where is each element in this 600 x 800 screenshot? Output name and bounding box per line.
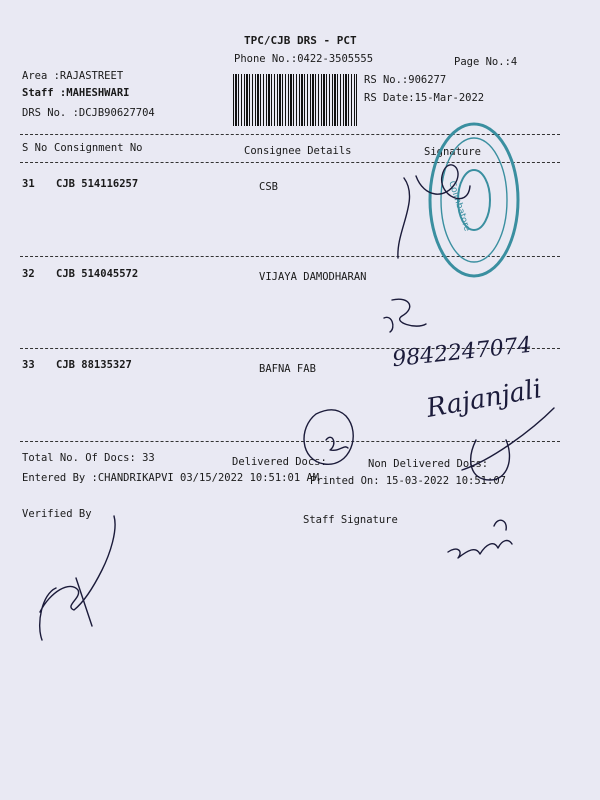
phone-number: Phone No.:0422-3505555 bbox=[234, 53, 374, 65]
row-consignee: VIJAYA DAMODHARAN bbox=[259, 271, 367, 283]
total-docs: Total No. Of Docs: 33 bbox=[22, 452, 155, 464]
row-sno: 31 bbox=[22, 178, 35, 190]
column-signature: Signature bbox=[424, 146, 481, 158]
rs-date: RS Date:15-Mar-2022 bbox=[364, 92, 485, 104]
column-consignment: Consignment No bbox=[54, 142, 143, 154]
row-consignment: CJB 514116257 bbox=[56, 178, 139, 190]
verified-signature bbox=[40, 516, 115, 640]
staff-label: Staff :MAHESHWARI bbox=[22, 87, 130, 99]
page-number: Page No.:4 bbox=[454, 56, 518, 68]
staff-signature-label: Staff Signature bbox=[303, 514, 398, 526]
row-consignee: BAFNA FAB bbox=[259, 363, 316, 375]
staff-signature bbox=[448, 520, 512, 558]
row-consignment: CJB 88135327 bbox=[56, 359, 132, 371]
delivered-signature bbox=[304, 410, 353, 465]
verified-by: Verified By bbox=[22, 508, 92, 520]
area-label: Area :RAJASTREET bbox=[22, 70, 124, 82]
column-consignee: Consignee Details bbox=[244, 145, 352, 157]
row-consignee: CSB bbox=[259, 181, 278, 193]
delivered-docs: Delivered Docs: bbox=[232, 456, 327, 468]
company-seal bbox=[430, 124, 518, 276]
column-sno: S No bbox=[22, 142, 48, 154]
seal-text: Coimbatore bbox=[446, 179, 472, 233]
row-sno: 33 bbox=[22, 359, 35, 371]
rs-number: RS No.:906277 bbox=[364, 74, 447, 86]
entered-by: Entered By :CHANDRIKAPVI 03/15/2022 10:51:01 AM bbox=[22, 472, 320, 484]
handwritten-name: Rajanjali bbox=[424, 374, 544, 424]
printed-on: Printed On: 15-03-2022 10:51:07 bbox=[310, 475, 506, 487]
non-delivered-docs: Non Delivered Docs: bbox=[368, 458, 489, 470]
row-consignment: CJB 514045572 bbox=[56, 268, 139, 280]
non-delivered-signature bbox=[462, 408, 554, 480]
drs-number: DRS No. :DCJB90627704 bbox=[22, 107, 155, 119]
handwritten-phone: 9842247074 bbox=[391, 332, 533, 373]
document-title: TPC/CJB DRS - PCT bbox=[244, 34, 357, 47]
row-sno: 32 bbox=[22, 268, 35, 280]
